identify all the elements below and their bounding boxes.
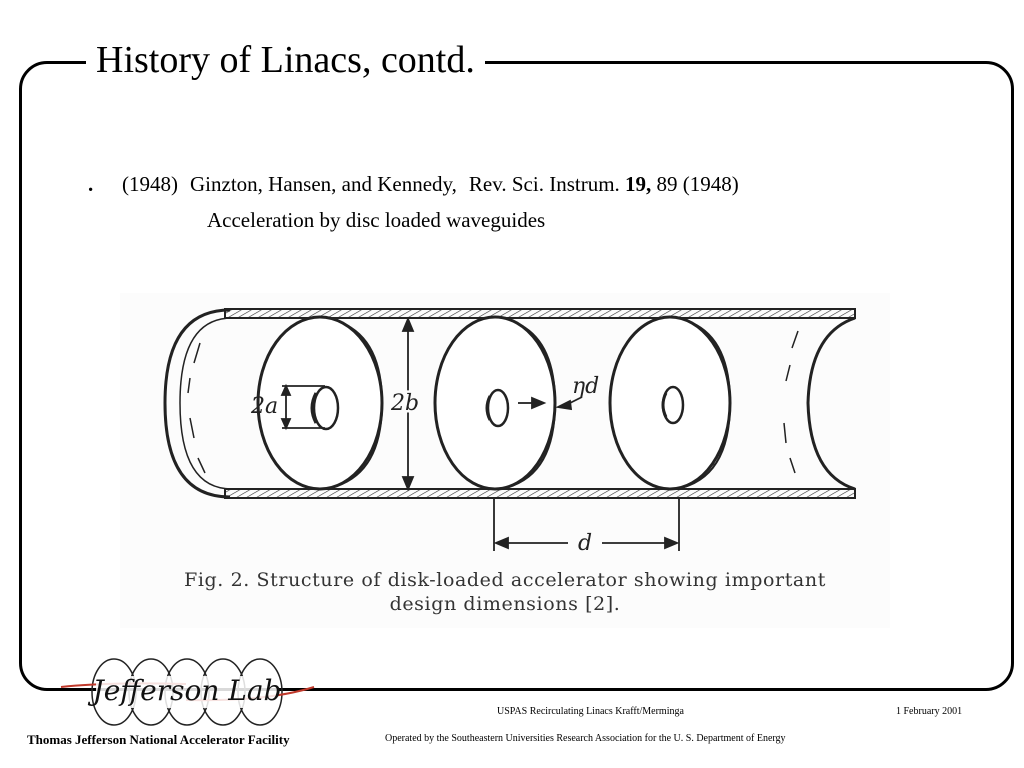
facility-name: Thomas Jefferson National Accelerator Facility bbox=[27, 732, 290, 747]
period-label: d bbox=[578, 531, 593, 556]
jefferson-lab-logo bbox=[56, 654, 318, 730]
reference-volume: 19, bbox=[625, 172, 652, 196]
slide-title: History of Linacs, contd. bbox=[96, 39, 475, 81]
logo-graphic bbox=[56, 654, 318, 730]
title-container bbox=[86, 36, 485, 84]
figure-caption bbox=[120, 568, 890, 616]
caption-line-2: design dimensions [2]. bbox=[389, 593, 621, 615]
reference-description: Acceleration by disc loaded waveguides bbox=[207, 208, 546, 232]
logo-text: Jefferson Lab bbox=[92, 674, 282, 707]
iris-diameter-label: 2a bbox=[251, 394, 279, 419]
caption-line-1: Fig. 2. Structure of disk-loaded accelerator showing important bbox=[184, 569, 826, 591]
operated-by-note: Operated by the Southeastern Universities Research Association for the U. S. Department of Energy bbox=[385, 733, 786, 744]
bullet-marker: . bbox=[88, 172, 94, 196]
reference-authors: Ginzton, Hansen, and Kennedy, bbox=[190, 172, 457, 196]
disk-thickness-label: ηd bbox=[572, 374, 600, 399]
course-info: USPAS Recirculating Linacs Krafft/Merminga bbox=[497, 706, 684, 717]
cavity-diameter-label: 2b bbox=[391, 391, 420, 416]
reference-bullet bbox=[88, 172, 739, 197]
footer-date: 1 February 2001 bbox=[896, 706, 963, 717]
reference-page-year: 89 (1948) bbox=[656, 172, 739, 196]
disk-3 bbox=[610, 317, 730, 489]
reference-year: (1948) bbox=[122, 172, 178, 196]
reference-journal: Rev. Sci. Instrum. bbox=[468, 172, 620, 196]
